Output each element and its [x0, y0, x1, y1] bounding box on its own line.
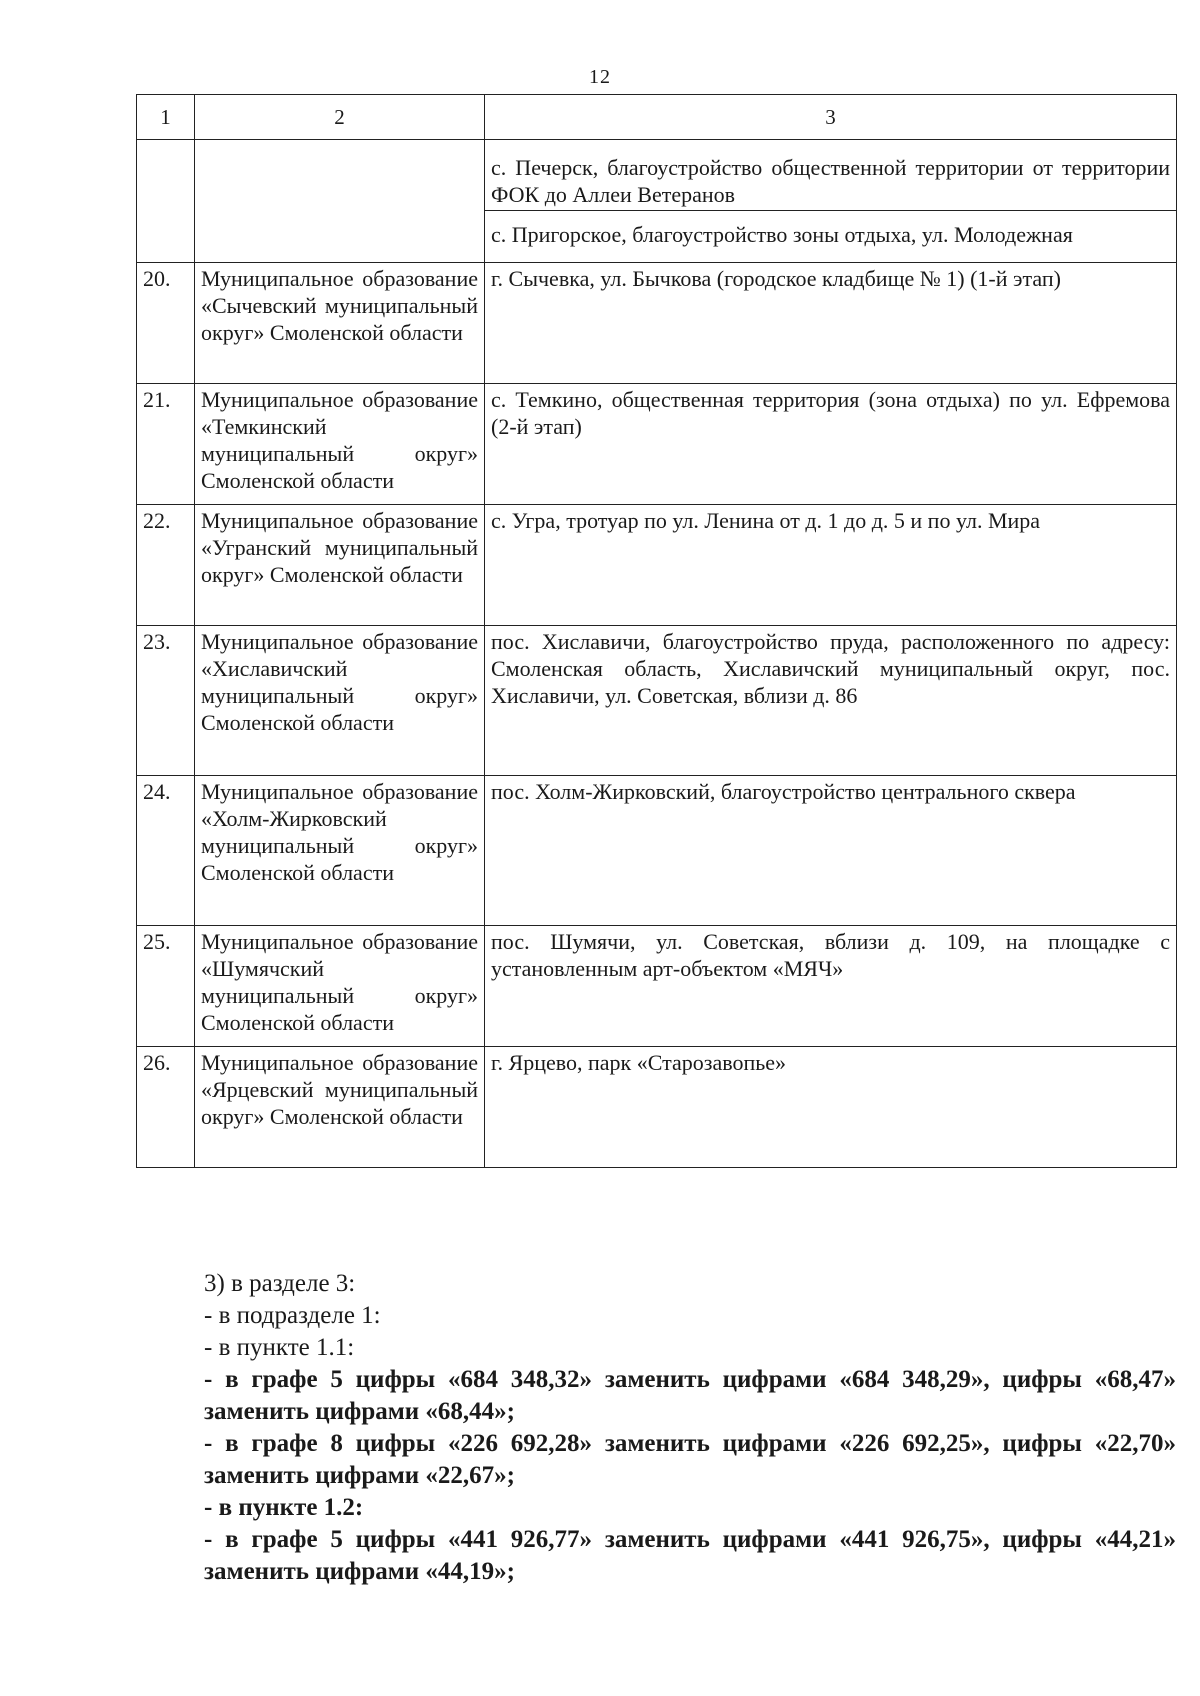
amendment-text [136, 1268, 1176, 1588]
table-header-row [137, 95, 1177, 140]
page-number: 12 [589, 66, 611, 88]
subsection-line: - в подразделе 1: [204, 1302, 381, 1329]
row-number: 21. [137, 384, 195, 505]
header-col-3: 3 [485, 95, 1177, 140]
item-line: - в пункте 1.2: [204, 1494, 364, 1521]
municipality-name: Муниципальное образование «Угранский муниципальный округ» Смоленской области [195, 505, 485, 626]
table-row [137, 926, 1177, 1047]
municipality-name: Муниципальное образование «Хиславичский муниципальный округ» Смоленской области [195, 626, 485, 776]
object-address: пос. Хиславичи, благоустройство пруда, расположенного по адресу: Смоленская область, Хиславичский муниципальный округ, пос. Хиславичи, ул. Советская, вблизи д. 86 [485, 626, 1177, 776]
table-row [137, 776, 1177, 926]
object-address: г. Сычевка, ул. Бычкова (городское кладбище № 1) (1-й этап) [485, 263, 1177, 384]
amendment-paragraph: - в графе 8 цифры «226 692,28» заменить цифрами «226 692,25», цифры «22,70» заменить цифрами «22,67»; [204, 1430, 1176, 1489]
row-number: 24. [137, 776, 195, 926]
municipality-name: Муниципальное образование «Темкинский муниципальный округ» Смоленской области [195, 384, 485, 505]
municipality-name: Муниципальное образование «Холм-Жирковский муниципальный округ» Смоленской области [195, 776, 485, 926]
table-row [137, 626, 1177, 776]
table-row [137, 1047, 1177, 1168]
municipality-name: Муниципальное образование «Шумячский муниципальный округ» Смоленской области [195, 926, 485, 1047]
row-number: 22. [137, 505, 195, 626]
municipality-name: Муниципальное образование «Ярцевский муниципальный округ» Смоленской области [195, 1047, 485, 1168]
address-cell: с. Пригорское, благоустройство зоны отдыха, ул. Молодежная [485, 211, 1177, 263]
amendment-paragraph: - в графе 5 цифры «441 926,77» заменить цифрами «441 926,75», цифры «44,21» заменить цифрами «44,19»; [204, 1526, 1176, 1585]
object-address: с. Угра, тротуар по ул. Ленина от д. 1 до д. 5 и по ул. Мира [485, 505, 1177, 626]
municipality-name: Муниципальное образование «Сычевский муниципальный округ» Смоленской области [195, 263, 485, 384]
object-address: г. Ярцево, парк «Старозавопье» [485, 1047, 1177, 1168]
object-address: пос. Холм-Жирковский, благоустройство центрального сквера [485, 776, 1177, 926]
row-number: 26. [137, 1047, 195, 1168]
table-row [137, 384, 1177, 505]
table-row [137, 140, 1177, 211]
row-number: 23. [137, 626, 195, 776]
section-line: 3) в разделе 3: [204, 1270, 356, 1297]
municipality-cell [195, 140, 485, 263]
table-row [137, 505, 1177, 626]
table-row [137, 263, 1177, 384]
header-col-2: 2 [195, 95, 485, 140]
address-cell: с. Печерск, благоустройство общественной территории от территории ФОК до Аллеи Ветеранов [485, 140, 1177, 211]
item-line: - в пункте 1.1: [204, 1334, 355, 1361]
header-col-1: 1 [137, 95, 195, 140]
amendment-paragraph: - в графе 5 цифры «684 348,32» заменить цифрами «684 348,29», цифры «68,47» заменить цифрами «68,44»; [204, 1366, 1176, 1425]
row-number: 20. [137, 263, 195, 384]
objects-table [136, 94, 1177, 1168]
object-address: пос. Шумячи, ул. Советская, вблизи д. 109, на площадке с установленным арт-объектом «МЯЧ» [485, 926, 1177, 1047]
row-num-cell [137, 140, 195, 263]
object-address: с. Темкино, общественная территория (зона отдыха) по ул. Ефремова (2-й этап) [485, 384, 1177, 505]
row-number: 25. [137, 926, 195, 1047]
